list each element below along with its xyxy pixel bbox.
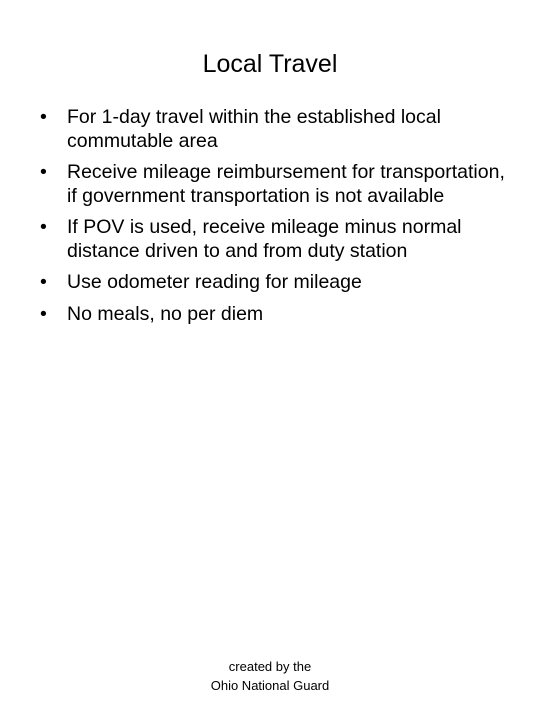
bullet-item	[40, 216, 520, 263]
slide-title: Local Travel	[202, 50, 338, 78]
footer-line-1: created by the	[228, 659, 312, 674]
bullet-item	[40, 303, 520, 327]
bullet-text: For 1-day travel within the established local commutable area	[67, 106, 441, 152]
bullet-dot-icon: •	[40, 302, 47, 325]
bullet-dot-icon: •	[40, 216, 47, 238]
bullet-text: If POV is used, receive mileage minus normal distance driven to and from duty station	[67, 216, 462, 262]
bullet-text: Use odometer reading for mileage	[67, 271, 362, 293]
footer-line-2: Ohio National Guard	[210, 678, 330, 693]
bullet-text: Receive mileage reimbursement for transportation, if government transportation is not available	[67, 161, 505, 207]
bullet-dot-icon: •	[40, 271, 47, 293]
footer-credit	[0, 657, 540, 695]
bullet-dot-icon: •	[40, 161, 47, 183]
bullet-dot-icon: •	[40, 106, 47, 128]
bullet-text: No meals, no per diem	[67, 302, 264, 325]
bullet-item	[40, 106, 520, 153]
bullet-item	[40, 271, 520, 295]
bullet-item	[40, 161, 520, 208]
bullet-list	[40, 106, 520, 334]
